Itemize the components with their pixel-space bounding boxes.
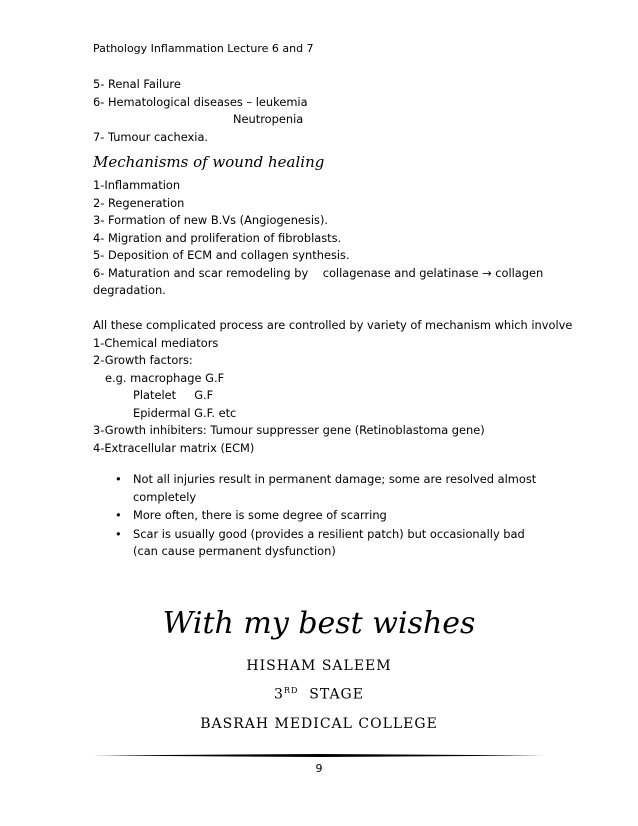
list-item: 2- Regeneration xyxy=(93,195,185,210)
bullet-icon: • xyxy=(115,526,122,541)
bullet-icon: • xyxy=(115,508,122,522)
page-number: 9 xyxy=(315,762,323,775)
paragraph: All these complicated process are controlled by variety of mechanism which involve xyxy=(93,318,573,332)
bullet-item: • More often, there is some degree of scarring xyxy=(93,507,553,525)
list-item: Epidermal G.F. etc xyxy=(133,405,237,420)
bullet-list xyxy=(93,471,553,561)
list-item: 6- Maturation and scar remodeling by collagenase and gelatinase → collagen xyxy=(93,265,544,280)
list-item: Platelet G.F xyxy=(133,388,214,402)
list-item: 5- Renal Failure xyxy=(93,77,181,91)
list-item: 1-Inflammation xyxy=(93,178,181,192)
footer-divider xyxy=(93,754,545,757)
list-item: 3-Growth inhibiters: Tumour suppresser gene (Retinoblastoma gene) xyxy=(93,423,485,437)
signature-stage: 3RD STAGE xyxy=(274,686,364,703)
list-item: 4-Extracellular matrix (ECM) xyxy=(93,440,255,455)
list-item: Neutropenia xyxy=(233,112,304,126)
signature-name: HISHAM SALEEM xyxy=(246,658,392,674)
closing-wishes: With my best wishes xyxy=(162,606,476,641)
list-item: 4- Migration and proliferation of fibroblasts. xyxy=(93,230,342,245)
list-item: 1-Chemical mediators xyxy=(93,335,219,350)
bullet-icon: • xyxy=(115,472,122,486)
list-item: e.g. macrophage G.F xyxy=(105,370,225,385)
bullet-item: • Scar is usually good (provides a resilient patch) but occasionally bad (can cause permanent dysfunction) xyxy=(115,526,525,558)
page-header: Pathology Inflammation Lecture 6 and 7 xyxy=(93,42,314,55)
section-heading: Mechanisms of wound healing xyxy=(93,153,325,171)
list-item: 3- Formation of new B.Vs (Angiogenesis). xyxy=(93,213,329,227)
list-item: 7- Tumour cachexia. xyxy=(93,129,209,144)
list-item: 5- Deposition of ECM and collagen synthesis. xyxy=(93,248,350,262)
list-item: 2-Growth factors: xyxy=(93,353,193,367)
page-content xyxy=(93,76,573,562)
signature-college: BASRAH MEDICAL COLLEGE xyxy=(200,716,438,732)
list-item: 6- Hematological diseases – leukemia xyxy=(93,94,308,109)
list-item: degradation. xyxy=(93,283,166,297)
bullet-item: • Not all injuries result in permanent damage; some are resolved almost completely xyxy=(115,472,537,504)
